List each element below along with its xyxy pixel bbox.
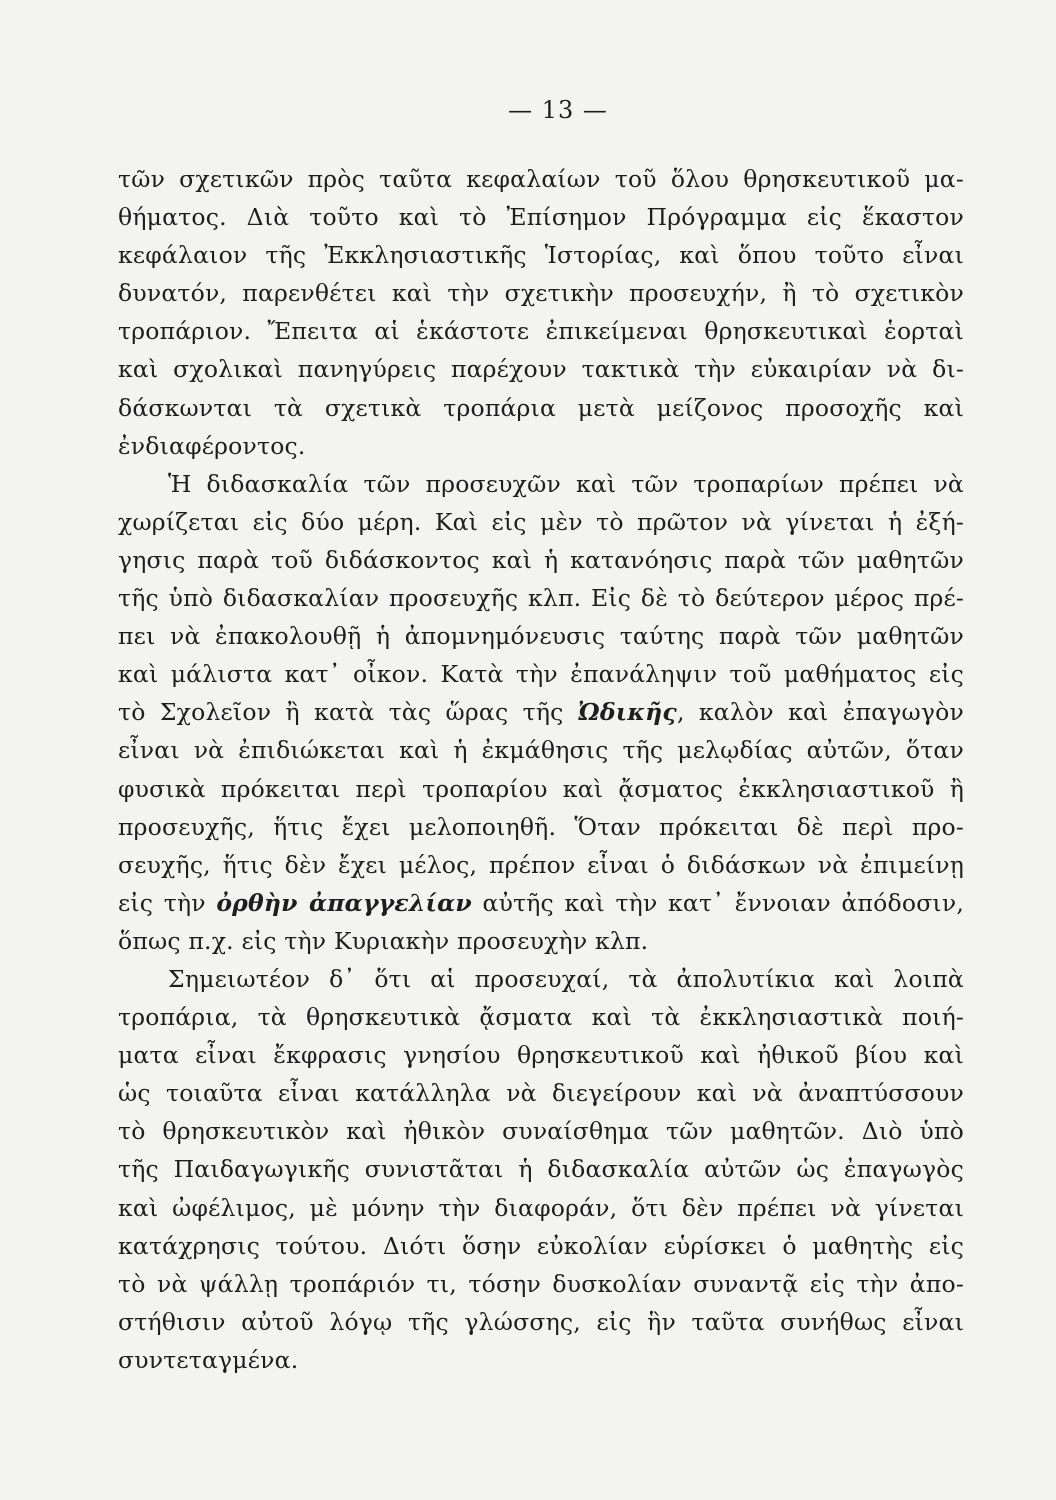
body-text xyxy=(118,160,964,1379)
text-line-segment: , καλὸν καὶ ἐπαγωγὸν xyxy=(676,698,964,727)
text-line: τροπάρια, τὰ θρησκευτικὰ ᾄσματα καὶ τὰ ἐκκλησιαστικὰ ποιή- xyxy=(118,1003,964,1032)
text-line: εἶναι νὰ ἐπιδιώκεται καὶ ἡ ἐκμάθησις τῆς μελῳδίας αὐτῶν, ὅταν xyxy=(118,736,964,765)
text-line: φυσικὰ πρόκειται περὶ τροπαρίου καὶ ᾄσματος ἐκκλησιαστικοῦ ἢ xyxy=(118,774,964,803)
text-line: τὸ νὰ ψάλλῃ τροπάριόν τι, τόσην δυσκολίαν συναντᾷ εἰς τὴν ἀπο- xyxy=(118,1269,964,1298)
text-line xyxy=(118,693,964,731)
text-line: στήθισιν αὐτοῦ λόγῳ τῆς γλώσσης, εἰς ἣν ταῦτα συνήθως εἶναι xyxy=(118,1307,964,1336)
text-line: πει νὰ ἐπακολουθῇ ἡ ἀπομνημόνευσις ταύτης παρὰ τῶν μαθητῶν xyxy=(118,622,964,651)
text-line: γησις παρὰ τοῦ διδάσκοντος καὶ ἡ κατανόησις παρὰ τῶν μαθητῶν xyxy=(118,545,964,574)
text-line: ἐνδιαφέροντος. xyxy=(118,431,306,460)
text-line: τῆς Παιδαγωγικῆς συνιστᾶται ἡ διδασκαλία αὐτῶν ὡς ἐπαγωγὸς xyxy=(118,1155,964,1184)
text-line: Σημειωτέον δ᾽ ὅτι αἱ προσευχαί, τὰ ἀπολυτίκια καὶ λοιπὰ xyxy=(168,964,964,993)
text-line: Ἡ διδασκαλία τῶν προσευχῶν καὶ τῶν τροπαρίων πρέπει νὰ xyxy=(168,469,964,498)
text-line-segment: τὸ Σχολεῖον ἢ κατὰ τὰς ὥρας τῆς xyxy=(118,698,578,727)
text-line: κατάχρησις τούτου. Διότι ὅσην εὐκολίαν εὑρίσκει ὁ μαθητὴς εἰς xyxy=(118,1231,964,1260)
text-line xyxy=(118,884,964,922)
text-line: καὶ ὠφέλιμος, μὲ μόνην τὴν διαφοράν, ὅτι δὲν πρέπει νὰ γίνεται xyxy=(118,1193,964,1222)
text-line: κεφάλαιον τῆς Ἐκκλησιαστικῆς Ἱστορίας, καὶ ὅπου τοῦτο εἶναι xyxy=(118,241,964,270)
text-line: ὅπως π.χ. εἰς τὴν Κυριακὴν προσευχὴν κλπ. xyxy=(118,926,649,955)
text-line: σευχῆς, ἥτις δὲν ἔχει μέλος, πρέπον εἶναι ὁ διδάσκων νὰ ἐπιμείνῃ xyxy=(118,850,964,879)
text-line: συντεταγμένα. xyxy=(118,1345,299,1374)
text-line: ὡς τοιαῦτα εἶναι κατάλληλα νὰ διεγείρουν καὶ νὰ ἀναπτύσσουν xyxy=(118,1079,964,1108)
text-line: ματα εἶναι ἔκφρασις γνησίου θρησκευτικοῦ καὶ ἠθικοῦ βίου καὶ xyxy=(118,1041,964,1070)
emphasized-term: Ὠδικῆς xyxy=(577,698,677,727)
text-line: προσευχῆς, ἥτις ἔχει μελοποιηθῆ. Ὅταν πρόκειται δὲ περὶ προ- xyxy=(118,812,964,841)
text-line: δυνατόν, παρενθέτει καὶ τὴν σχετικὴν προσευχήν, ἢ τὸ σχετικὸν xyxy=(118,279,964,308)
text-line: καὶ σχολικαὶ πανηγύρεις παρέχουν τακτικὰ τὴν εὐκαιρίαν νὰ δι- xyxy=(118,355,964,384)
text-line: τροπάριον. Ἔπειτα αἱ ἑκάστοτε ἐπικείμεναι θρησκευτικαὶ ἑορταὶ xyxy=(118,317,964,346)
text-line: δάσκωνται τὰ σχετικὰ τροπάρια μετὰ μείζονος προσοχῆς καὶ xyxy=(118,393,964,422)
page-number: — 13 — xyxy=(508,96,608,124)
text-line: τῶν σχετικῶν πρὸς ταῦτα κεφαλαίων τοῦ ὅλου θρησκευτικοῦ μα- xyxy=(118,165,964,193)
text-line: τῆς ὑπὸ διδασκαλίαν προσευχῆς κλπ. Εἰς δὲ τὸ δεύτερον μέρος πρέ- xyxy=(118,584,964,613)
text-line-segment: εἰς τὴν xyxy=(118,888,217,917)
emphasized-term: ὀρθὴν ἀπαγγελίαν xyxy=(216,888,472,917)
text-line-segment: αὐτῆς καὶ τὴν κατ᾽ ἔννοιαν ἀπόδοσιν, xyxy=(471,888,965,917)
text-line: χωρίζεται εἰς δύο μέρη. Καὶ εἰς μὲν τὸ πρῶτον νὰ γίνεται ἡ ἐξή- xyxy=(118,507,964,536)
text-line: καὶ μάλιστα κατ᾽ οἶκον. Κατὰ τὴν ἐπανάληψιν τοῦ μαθήματος εἰς xyxy=(118,660,964,689)
text-line: θήματος. Διὰ τοῦτο καὶ τὸ Ἐπίσημον Πρόγραμμα εἰς ἕκαστον xyxy=(118,203,964,232)
text-line: τὸ θρησκευτικὸν καὶ ἠθικὸν συναίσθημα τῶν μαθητῶν. Διὸ ὑπὸ xyxy=(118,1117,964,1146)
